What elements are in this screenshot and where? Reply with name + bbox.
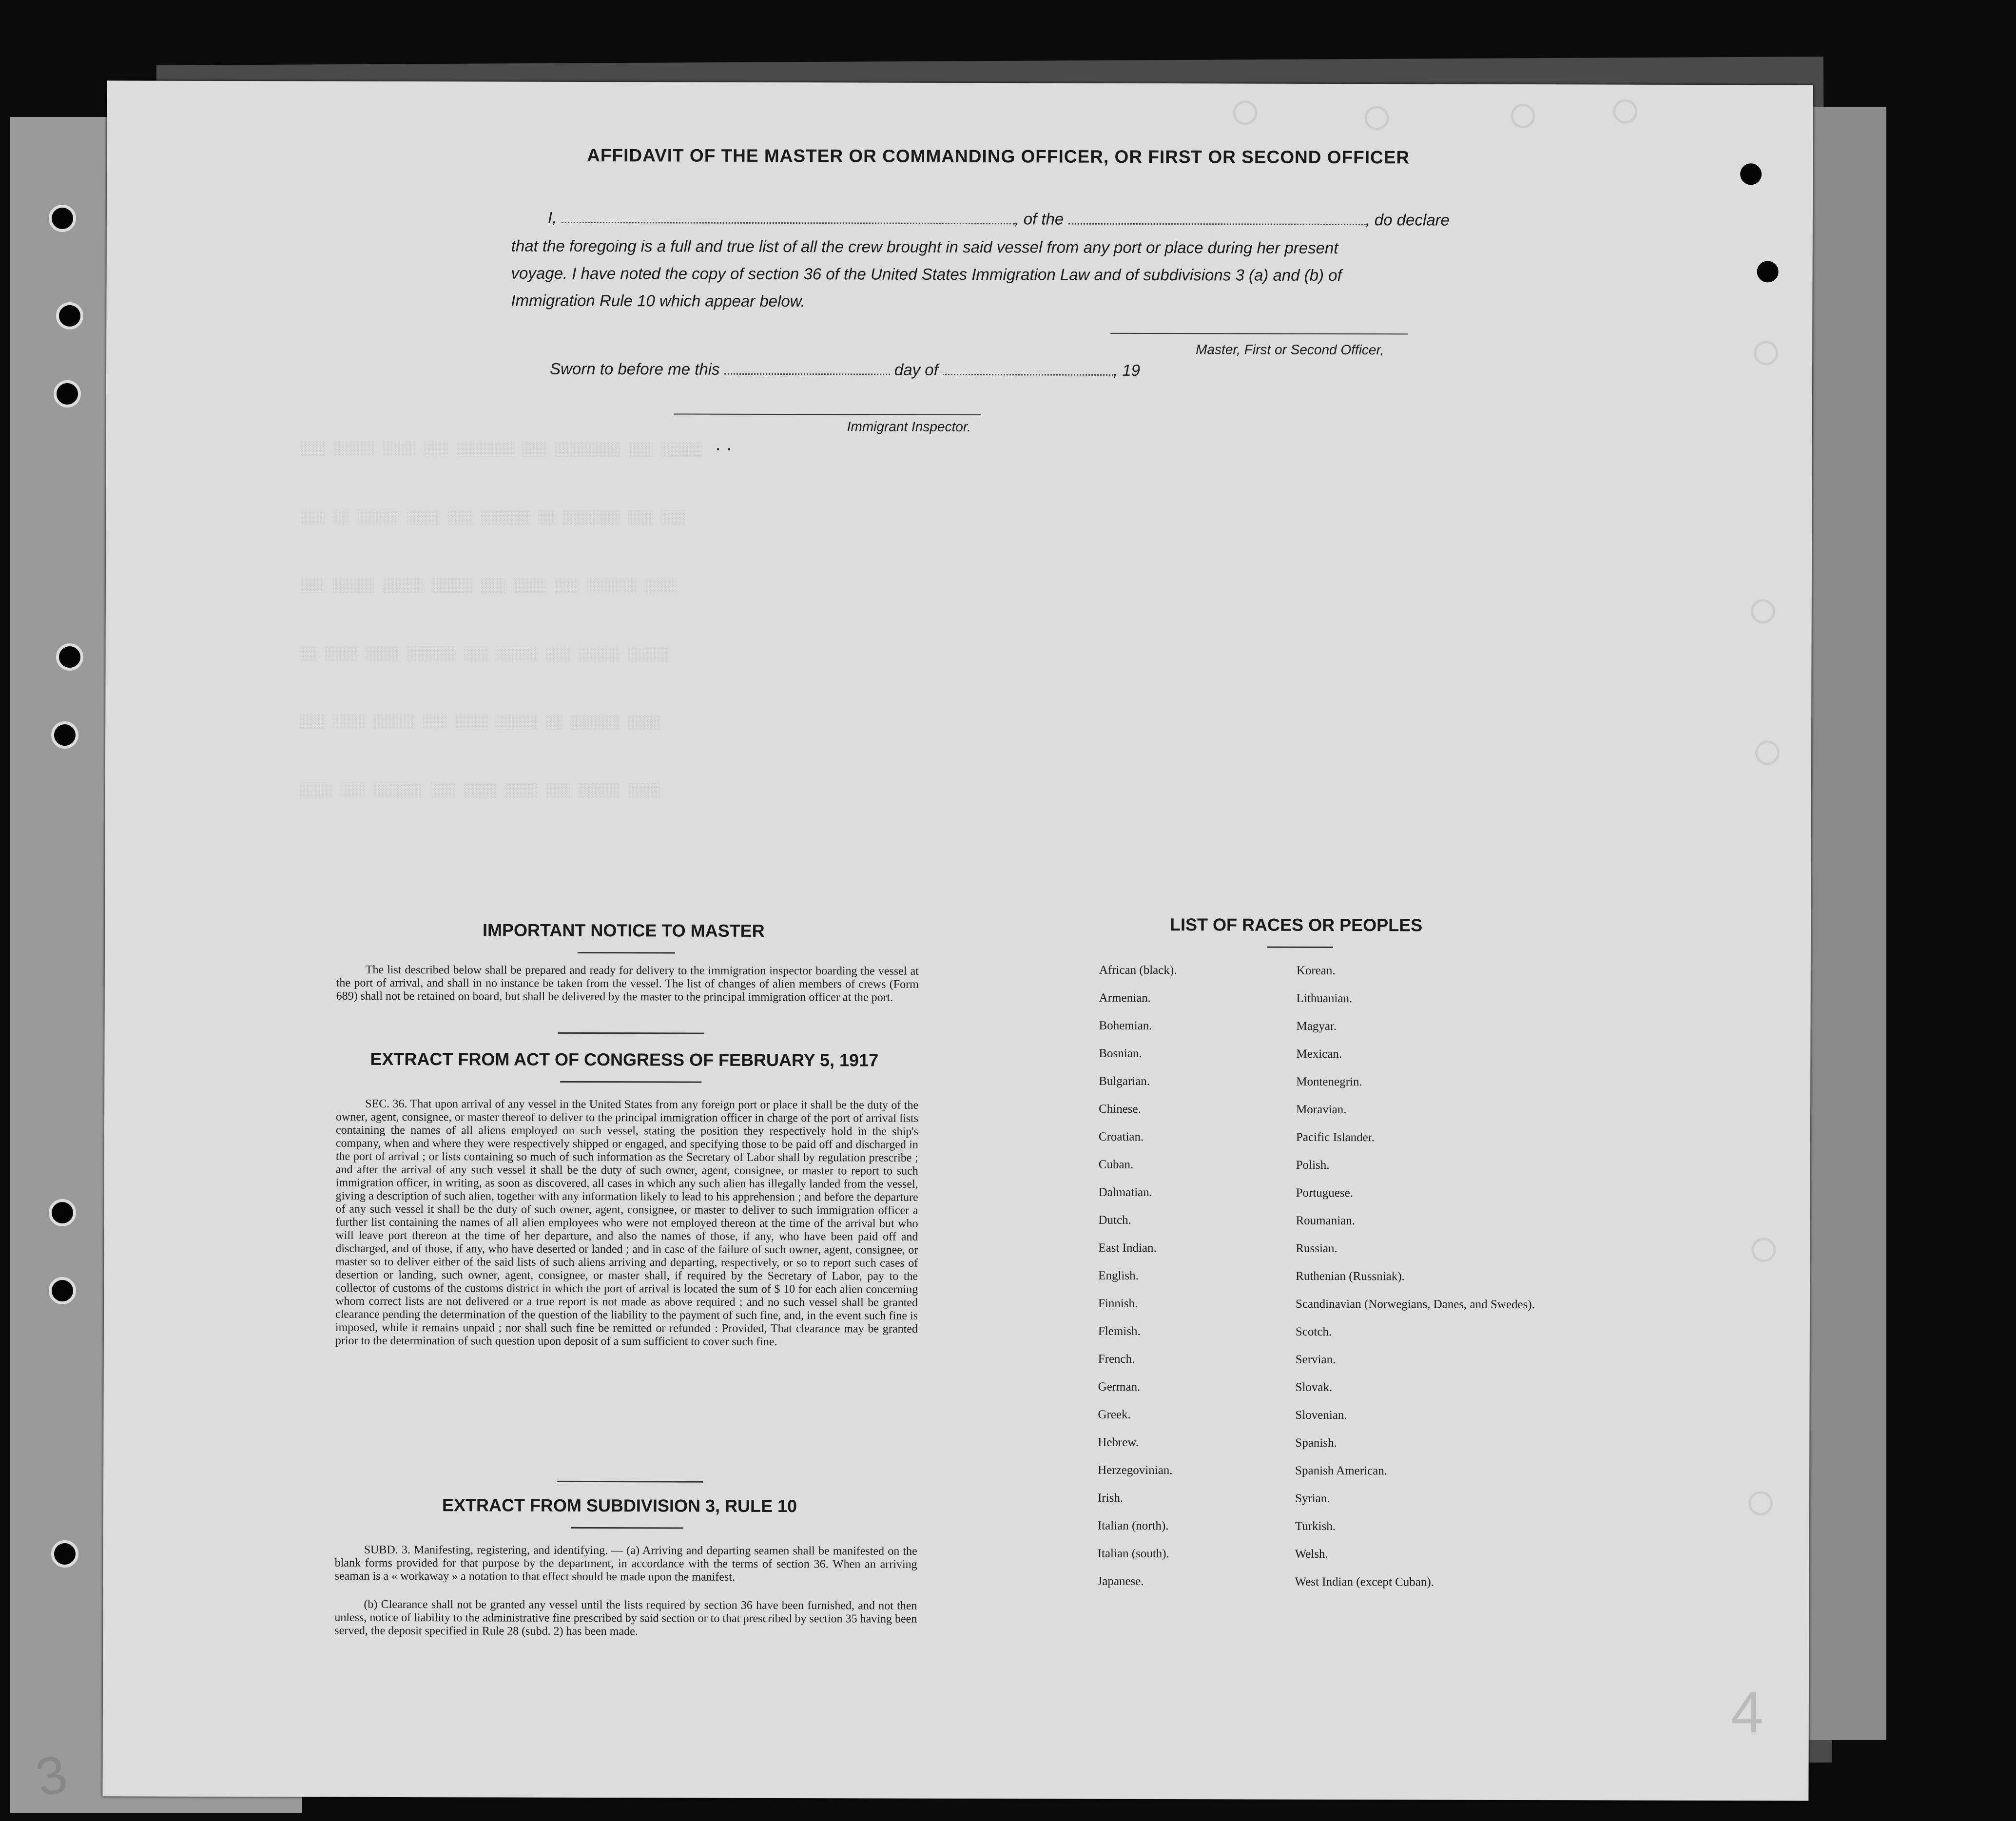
race-item: Flemish. [1098, 1324, 1141, 1338]
race-item: Cuban. [1098, 1158, 1134, 1171]
divider [557, 1481, 703, 1483]
extract-act-title: EXTRACT FROM ACT OF CONGRESS OF FEBRUARY 5, 1917 [370, 1048, 879, 1070]
race-item: Turkish. [1295, 1519, 1336, 1533]
race-item: Scotch. [1295, 1325, 1332, 1339]
show-through-text: ░░░ ░░ ░░░░░ ░░░░ ░░░ ░░░░░░ ░░ ░░░░░░░ ░░░ ░░░ [301, 510, 686, 526]
races-left-column [1097, 963, 1177, 1602]
affidavit-line-4: Immigration Rule 10 which appear below. [511, 291, 805, 310]
race-item: Hebrew. [1098, 1435, 1139, 1449]
race-item: Moravian. [1296, 1103, 1347, 1117]
binder-hole [49, 1277, 76, 1304]
affidavit-declare: , do declare [1365, 211, 1450, 229]
race-item: Chinese. [1099, 1102, 1141, 1116]
master-label: Master, First or Second Officer, [1196, 342, 1384, 358]
race-item: Korean. [1296, 964, 1336, 978]
notice-text: The list described below shall be prepared and ready for delivery to the immigration inspector boarding the vessel at the port of arrival, and shall in no instance be taken from the vessel. The list of changes of alien members of crews (Form 689) shall not be retained on board, but shall be delivered by the master to the principal immigration officer at the port. [336, 963, 919, 1004]
ring-mark [1751, 1238, 1776, 1262]
race-item: French. [1098, 1352, 1135, 1366]
binder-hole [56, 643, 83, 671]
affidavit-line-2: that the foregoing is a full and true list of all the crew brought in said vessel from any port or place during her present [511, 236, 1338, 257]
race-item: Herzegovinian. [1098, 1463, 1173, 1477]
sworn-day-field[interactable] [724, 373, 890, 375]
divider [558, 1032, 704, 1034]
day-of-label: day of [894, 360, 938, 379]
race-item: Pacific Islander. [1296, 1130, 1375, 1144]
race-item: African (black). [1099, 963, 1177, 977]
ring-mark [1755, 740, 1780, 765]
show-through-text: ░░░ ░░░░░ ░░░░ ░░░ ░░░░░░░ ░░░ ░░░░░░░░ ░░░ ░░░░░ [301, 442, 703, 458]
sworn-month-field[interactable] [943, 373, 1113, 376]
affidavit-i: I, [547, 208, 557, 227]
race-item: Roumanian. [1296, 1214, 1356, 1228]
binder-hole [54, 380, 81, 407]
race-item: English. [1098, 1269, 1139, 1282]
vessel-name-field[interactable] [1068, 223, 1365, 226]
race-item: Servian. [1295, 1353, 1336, 1367]
race-item: Russian. [1296, 1241, 1338, 1256]
bottom-right-mark: 4 [1730, 1680, 1764, 1745]
show-through-text: ░░░ ░░░░ ░░░░░ ░░░ ░░░░ ░░░░░ ░░ ░░░░░░ ░░░░ [300, 715, 661, 731]
race-item: Bosnian. [1099, 1046, 1142, 1060]
race-item: Montenegrin. [1296, 1075, 1362, 1089]
title-underline [571, 1527, 683, 1529]
race-item: Japanese. [1097, 1574, 1144, 1589]
race-item: Croatian. [1098, 1130, 1144, 1143]
ring-mark [1613, 99, 1637, 124]
binder-hole [49, 1199, 76, 1226]
race-item: Dalmatian. [1098, 1185, 1153, 1200]
race-item: Polish. [1296, 1158, 1330, 1172]
race-item: Lithuanian. [1296, 991, 1353, 1006]
race-item: Italian (north). [1097, 1519, 1169, 1533]
notice-title: IMPORTANT NOTICE TO MASTER [483, 920, 765, 941]
race-item: Italian (south). [1097, 1547, 1169, 1561]
race-item: Bulgarian. [1099, 1074, 1150, 1088]
inspector-label: Immigrant Inspector. [847, 419, 971, 435]
binder-hole [49, 205, 76, 232]
title-underline [560, 1081, 701, 1083]
year-prefix: , 19 [1113, 361, 1141, 379]
race-item: Greek. [1098, 1408, 1131, 1421]
ring-mark [1364, 106, 1389, 130]
race-item: Bohemian. [1099, 1019, 1152, 1033]
race-item: Dutch. [1098, 1213, 1131, 1227]
bottom-left-mark: 3 [30, 1743, 73, 1809]
ring-mark [1754, 341, 1778, 365]
race-item: Mexican. [1296, 1047, 1342, 1061]
race-item: East Indian. [1098, 1241, 1157, 1255]
officer-name-field[interactable] [561, 221, 1014, 224]
binder-hole [1754, 258, 1782, 285]
affidavit-line-1 [548, 209, 1450, 230]
ring-mark [1748, 1491, 1773, 1515]
race-item: Portuguese. [1296, 1186, 1354, 1200]
race-item: Scandinavian (Norwegians, Danes, and Swedes). [1296, 1297, 1535, 1312]
extract-rule-title: EXTRACT FROM SUBDIVISION 3, RULE 10 [442, 1495, 797, 1516]
race-item: Armenian. [1099, 991, 1151, 1005]
race-item: Welsh. [1295, 1547, 1328, 1561]
ring-mark [1751, 599, 1775, 623]
show-through-text: ░░░ ░░░░░ ░░░░░ ░░░░░ ░░░ ░░░░ ░░░ ░░░░░░ ░░░░ [300, 578, 678, 595]
background-page-right [1803, 107, 1886, 1740]
signature-line-master[interactable] [1110, 333, 1408, 335]
binder-hole [56, 302, 83, 329]
race-item: Syrian. [1295, 1492, 1330, 1506]
ink-dots: . . [715, 433, 732, 455]
immigration-form-sheet [102, 80, 1813, 1801]
race-item: Slovenian. [1295, 1408, 1347, 1422]
race-item: Magyar. [1296, 1019, 1337, 1033]
affidavit-title: AFFIDAVIT OF THE MASTER OR COMMANDING OFFICER, OR FIRST OR SECOND OFFICER [587, 145, 1410, 168]
sworn-line [550, 360, 1140, 380]
binder-hole [51, 721, 78, 749]
race-item: German. [1098, 1380, 1141, 1394]
ring-mark [1511, 104, 1535, 128]
race-item: Finnish. [1098, 1297, 1138, 1310]
title-underline [1267, 947, 1333, 948]
affidavit-of-the: , of the [1014, 210, 1064, 228]
races-right-column [1295, 964, 1550, 1603]
race-item: Spanish. [1295, 1436, 1337, 1450]
ring-mark [1233, 100, 1257, 125]
race-item: West Indian (except Cuban). [1295, 1575, 1434, 1589]
extract-rule-text-a: SUBD. 3. Manifesting, registering, and identifying. — (a) Arriving and departing seamen shall be manifested on the blank forms provided for that purpose by the department, in accordance with the terms of section 36. When an arriving seaman is a « workaway » a notation to that effect should be made upon the manifest. [334, 1543, 917, 1584]
sworn-label: Sworn to before me this [550, 359, 720, 378]
races-title: LIST OF RACES OR PEOPLES [1170, 914, 1423, 935]
signature-line-inspector[interactable] [674, 413, 981, 415]
affidavit-line-3: voyage. I have noted the copy of section 36 of the United States Immigration Law and of subdivisions 3 (a) and (b) of [511, 264, 1342, 285]
binder-hole [51, 1540, 78, 1568]
race-item: Spanish American. [1295, 1464, 1388, 1478]
show-through-text: ░░░░ ░░░ ░░░░░░ ░░░ ░░░░ ░░░░ ░░░ ░░░░░ ░░░░ [300, 783, 661, 799]
extract-rule-text-b: (b) Clearance shall not be granted any vessel until the lists required by section 36 have been furnished, and not then unless, notice of liability to the administrative fine prescribed by said section or to that prescribed by section 35 having been served, the deposit specified in Rule 28 (subd. 2) has been made. [334, 1598, 917, 1638]
race-item: Ruthenian (Russniak). [1296, 1269, 1405, 1283]
title-underline [578, 952, 675, 954]
binder-hole [1737, 160, 1764, 188]
extract-act-text: SEC. 36. That upon arrival of any vessel in the United States from any foreign port or place it shall be the duty of the owner, agent, consignee, or master thereof to deliver to the principal immigration officer in charge of the port of arrival lists containing the names of all aliens employed on such vessel, stating the position they respectively hold in the ship's company, when and where they were respectively shipped or engaged, and specifying those to be paid off and discharged in the port of arrival ; or lists containing so much of such information as the Secretary of Labor shall by regulation prescribe ; and after the arrival of any such vessel it shall be the duty of such owner, agent, consignee, or master to report to such immigration officer, in writing, as soon as discovered, all cases in which any such alien has illegally landed from the vessel, giving a description of such alien, together with any information likely to lead to his apprehension ; and before the departure of any such vessel it shall be the duty of such owner, agent, consignee, or master to deliver to such immigration officer a further list containing the names of all alien employees who were not employed thereon at the time of the arrival but who will leave port thereon at the time of her departure, and also the names of those, if any, who have been paid off and discharged, and of those, if any, who have deserted or landed ; and in case of the failure of such owner, agent, consignee, or master so to deliver either of the said lists of such aliens arriving and departing, respectively, or so to report such cases of desertion or landing, such owner, agent, consignee, or master shall, if required by the Secretary of Labor, pay to the collector of customs of the customs district in which the port of arrival is located the sum of $ 10 for each alien concerning whom correct lists are not delivered or a true report is not made as above required ; and no such vessel shall be granted clearance pending the determination of the question of the liability to the payment of such fine, and, in the event such fine is imposed, while it remains unpaid ; nor shall such fine be remitted or refunded : Provided, That clearance may be granted prior to the determination of such question upon deposit of a sum sufficient to cover such fine. [335, 1097, 919, 1349]
race-item: Slovak. [1295, 1380, 1333, 1395]
race-item: Irish. [1097, 1491, 1124, 1505]
show-through-text: ░░ ░░░░ ░░░░ ░░░░░░ ░░░ ░░░░░ ░░░ ░░░░░ ░░░░░ [300, 646, 669, 663]
